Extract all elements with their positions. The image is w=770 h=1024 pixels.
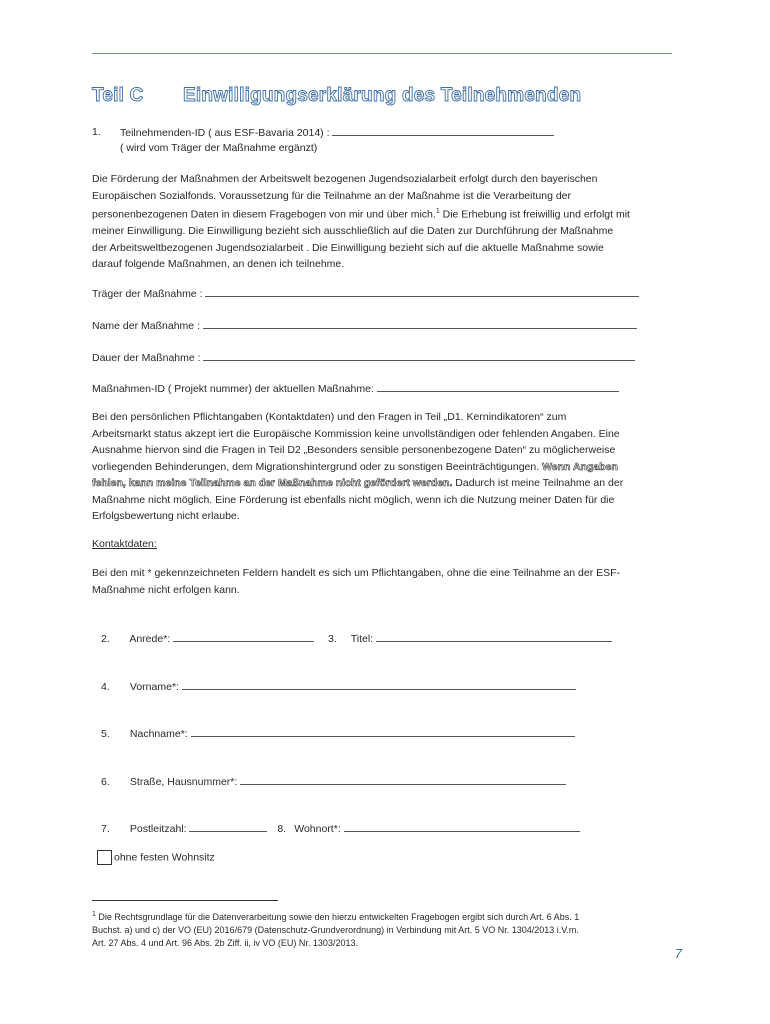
mandatory-line: vorliegenden Behinderungen, dem Migrationshintergrund oder zu sonstigen Beeinträchtigungen. Wenn Angaben: [92, 460, 618, 473]
field-number: 7.: [101, 823, 110, 835]
postal-code-label: Postleitzahl:: [129, 823, 187, 835]
salutation-label: Anrede*:: [129, 633, 171, 645]
warning-text-a: Wenn Angaben: [542, 460, 618, 473]
salutation-title-row: [101, 630, 612, 646]
measure-id-input[interactable]: [377, 380, 619, 392]
measure-name-label: Name der Maßnahme :: [92, 320, 200, 332]
no-fixed-address-label: ohne festen Wohnsitz: [114, 851, 215, 864]
provider-label: Träger der Maßnahme :: [92, 288, 203, 300]
measure-name-input[interactable]: [203, 317, 637, 329]
consent-line: meiner Einwilligung. Die Einwilligung bezieht sich ausschließlich auf die Daten zur Durchführung der Maßnahme: [92, 225, 614, 237]
item-1-number: 1.: [92, 126, 101, 138]
duration-field-row: [92, 349, 635, 365]
measure-name-field-row: [92, 317, 637, 333]
participant-id-field[interactable]: [332, 124, 554, 136]
contact-heading: Kontaktdaten:: [92, 538, 157, 550]
no-address-row: [97, 850, 215, 865]
footnote-line: Art. 27 Abs. 4 und Art. 96 Abs. 2b Ziff. ii, iv VO (EU) Nr. 1303/2013.: [92, 938, 358, 948]
participant-id-note: ( wird vom Träger der Maßnahme ergänzt): [120, 142, 318, 154]
field-number: 3.: [327, 633, 337, 645]
measure-id-field-row: [92, 380, 619, 396]
no-fixed-address-checkbox[interactable]: [97, 850, 112, 865]
mandatory-line: fehlen, kann meine Teilnahme an der Maßnahme nicht gefördert werden. Dadurch ist meine Teilnahme an der: [92, 477, 624, 489]
item-1-row: [120, 124, 554, 142]
part-label: Teil C: [92, 85, 144, 106]
title-label: Titel:: [350, 633, 374, 645]
consent-paragraph: [92, 171, 692, 273]
postal-code-input[interactable]: [189, 820, 267, 832]
mandatory-line: Maßnahme nicht möglich. Eine Förderung ist ebenfalls nicht möglich, wenn ich die Nutzung meiner Daten für die: [92, 493, 615, 506]
lastname-label: Nachname*:: [129, 728, 188, 740]
field-number: 2.: [101, 633, 110, 645]
section-title: Einwilligungserklärung des Teilnehmenden: [183, 85, 582, 106]
postal-city-row: [101, 820, 580, 836]
duration-input[interactable]: [203, 349, 635, 361]
provider-field-row: [92, 285, 639, 301]
salutation-input[interactable]: [173, 630, 314, 642]
warning-text-b: fehlen, kann meine Teilnahme an der Maßnahme nicht gefördert werden.: [92, 477, 453, 489]
footnote-marker: 1: [92, 911, 96, 918]
footnote-ref[interactable]: 1: [435, 208, 440, 215]
lastname-row: [101, 725, 575, 741]
contact-intro-line: Maßnahme nicht erfolgen kann.: [92, 583, 240, 596]
lastname-input[interactable]: [191, 725, 575, 737]
participant-id-label: Teilnehmenden-ID ( aus ESF-Bavaria 2014) :: [120, 127, 330, 139]
consent-line: Die Förderung der Maßnahmen der Arbeitswelt bezogenen Jugendsozialarbeit erfolgt durch den bayerischen: [92, 173, 598, 185]
top-rule: [92, 53, 672, 54]
mandatory-line: Ausnahme hiervon sind die Fragen in Teil D2 „Besonders sensible personenbezogene Daten“ zu möglicherweise: [92, 444, 616, 456]
page-number: 7: [674, 946, 682, 961]
field-number: 5.: [101, 728, 110, 740]
firstname-input[interactable]: [182, 678, 576, 690]
city-label: Wohnort*:: [294, 823, 341, 835]
consent-line: Europäischen Sozialfonds. Voraussetzung für die Teilnahme an der Maßnahme ist die Verarbeitung der: [92, 189, 572, 202]
footnote-rule: [92, 900, 278, 901]
consent-line: der Arbeitsweltbezogenen Jugendsozialarbeit . Die Einwilligung bezieht sich auf die aktuelle Maßnahme sowie: [92, 241, 604, 254]
field-number: 6.: [101, 776, 110, 788]
consent-line: personenbezogenen Daten in diesem Fragebogen von mir und über mich.$^1$ Die Erhebung ist freiwillig und erfolgt mit: [92, 208, 630, 221]
consent-line: darauf folgende Maßnahmen, an denen ich teilnehme.: [92, 258, 345, 270]
title-input[interactable]: [376, 630, 612, 642]
field-number: 4.: [101, 681, 110, 693]
city-input[interactable]: [344, 820, 580, 832]
mandatory-line: Erfolgsbewertung nicht erlaube.: [92, 510, 240, 522]
field-number: 8.: [277, 823, 287, 835]
footnote-line: $^1$ Die Rechtsgrundlage für die Datenverarbeitung sowie den hierzu entwickelten Fragebogen ergibt sich durch Art. 6 Abs. 1: [92, 911, 580, 922]
mandatory-line: Arbeitsmarkt status akzept iert die Europäische Kommission keine unvollständigen oder fehlenden Angaben. Eine: [92, 427, 620, 440]
provider-input[interactable]: [205, 285, 639, 297]
mandatory-paragraph: [92, 409, 692, 525]
contact-intro-line: Bei den mit * gekennzeichneten Feldern handelt es sich um Pflichtangaben, ohne die eine Teilnahme an der ESF-: [92, 567, 621, 579]
firstname-row: [101, 678, 576, 694]
measure-id-label: Maßnahmen-ID ( Projekt nummer) der aktuellen Maßnahme:: [92, 383, 374, 395]
firstname-label: Vorname*:: [129, 681, 179, 693]
footnote: [92, 908, 682, 950]
contact-intro: [92, 565, 692, 598]
street-label: Straße, Hausnummer*:: [129, 776, 238, 788]
street-input[interactable]: [240, 773, 566, 785]
footnote-line: Buchst. a) und c) der VO (EU) 2016/679 (Datenschutz-Grundverordnung) in Verbindung mit Art. 5 VO Nr. 1304/2013 i.V.m.: [92, 925, 579, 935]
duration-label: Dauer der Maßnahme :: [92, 352, 201, 364]
mandatory-line: Bei den persönlichen Pflichtangaben (Kontaktdaten) und den Fragen in Teil „D1. Kernindikatoren“ zum: [92, 411, 567, 423]
street-row: [101, 773, 566, 789]
